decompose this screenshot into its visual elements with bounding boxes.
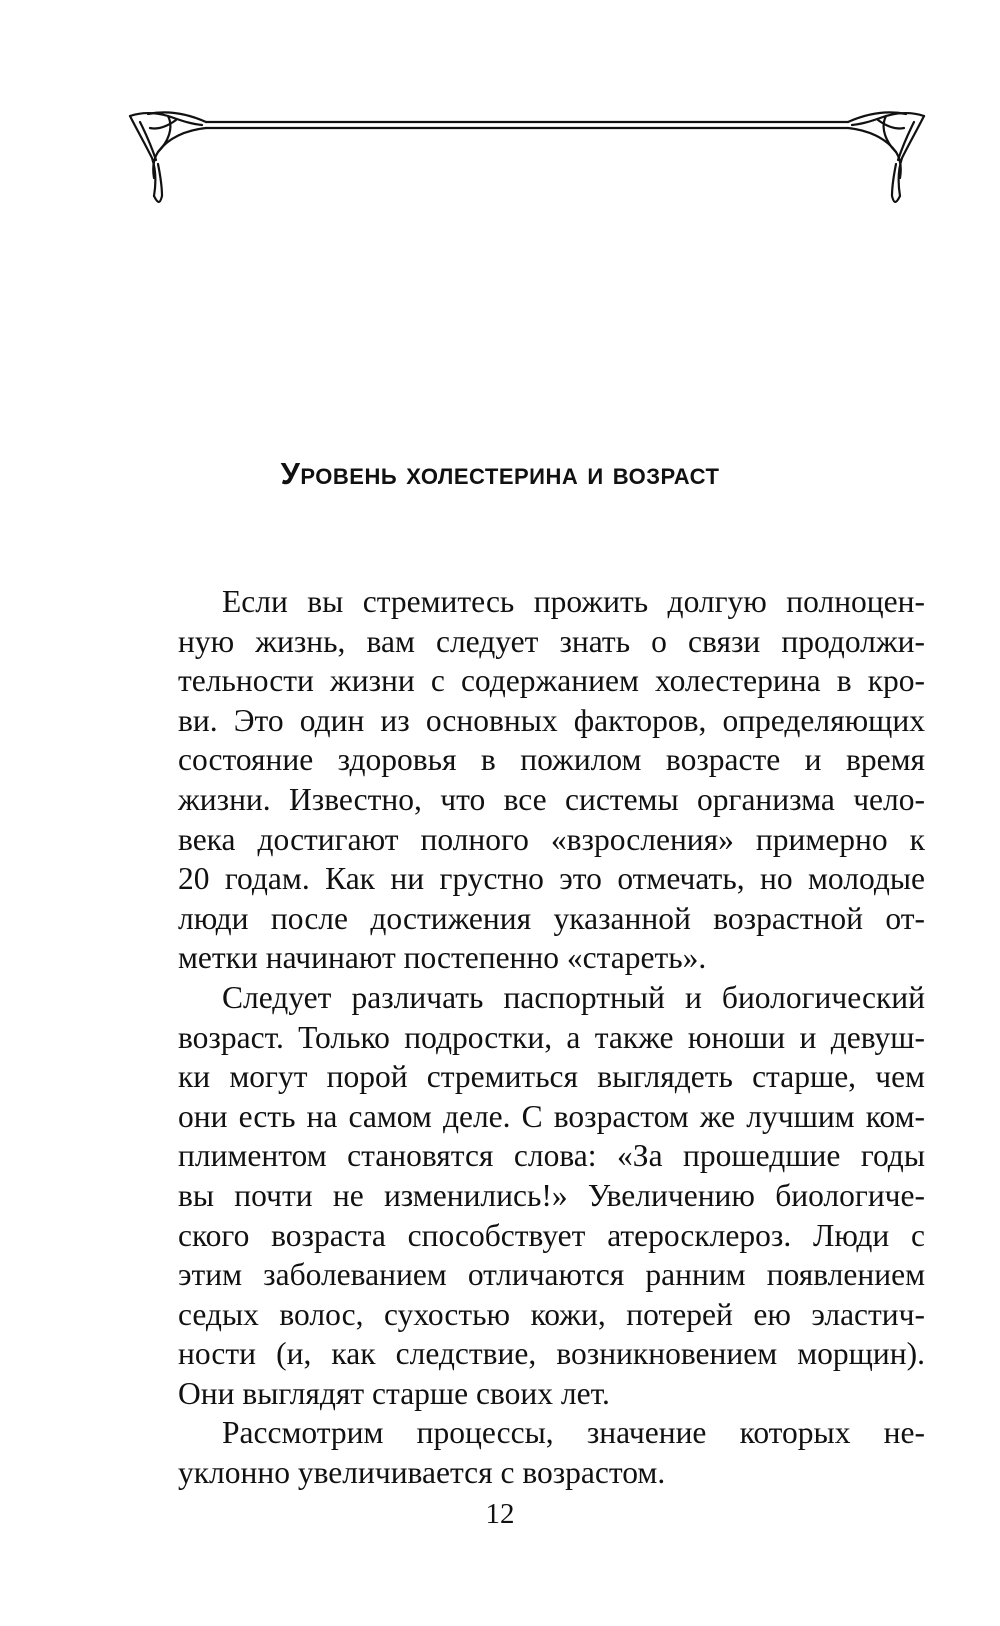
paragraph-2 xyxy=(134,978,925,1414)
text-line: ви. Это один из основных факторов, определяющих xyxy=(178,702,925,738)
text-line: плиментом становятся слова: «За прошедшие годы xyxy=(178,1138,925,1174)
text-line: ского возраста способствует атеросклероз. Люди с xyxy=(178,1217,925,1253)
page-number: 12 xyxy=(485,1498,515,1530)
text-line: Следует различать паспортный и биологический xyxy=(222,979,925,1015)
text-line: Если вы стремитесь прожить долгую полноцен- xyxy=(222,584,925,619)
text-line: ную жизнь, вам следует знать о связи продолжи- xyxy=(178,623,925,659)
text-line: люди после достижения указанной возрастной от- xyxy=(178,900,925,936)
text-line: ки могут порой стремиться выглядеть старше, чем xyxy=(178,1059,925,1095)
left-corner-leaf xyxy=(130,112,206,202)
chapter-title: Уровень холестерина и возраст xyxy=(280,456,720,491)
text-line: Рассмотрим процессы, значение которых не- xyxy=(222,1415,925,1451)
text-line: Они выглядят старше своих лет. xyxy=(178,1375,610,1411)
paragraph-1 xyxy=(134,582,925,978)
text-line: ности (и, как следствие, возникновением морщин). xyxy=(178,1336,925,1372)
text-line: тельности жизни с содержанием холестерина в кро- xyxy=(178,663,925,699)
body-text xyxy=(134,582,925,1493)
text-line: века достигают полного «взросления» примерно к xyxy=(178,821,925,857)
text-line: метки начинают постепенно «стареть». xyxy=(178,940,707,976)
header-ornament xyxy=(128,108,926,208)
text-line: возраст. Только подростки, а также юноши и девуш- xyxy=(178,1019,925,1055)
text-line: жизни. Известно, что все системы организма чело- xyxy=(178,781,925,817)
text-line: состояние здоровья в пожилом возрасте и время xyxy=(178,742,925,778)
text-line: вы почти не изменились!» Увеличению биологиче- xyxy=(178,1177,925,1213)
text-line: уклонно увеличивается с возрастом. xyxy=(178,1455,666,1491)
text-line: 20 годам. Как ни грустно это отмечать, но молодые xyxy=(178,861,925,897)
right-corner-leaf xyxy=(848,112,924,202)
text-line: они есть на самом деле. С возрастом же лучшим ком- xyxy=(178,1098,925,1134)
paragraph-3 xyxy=(134,1413,925,1492)
text-line: этим заболеванием отличаются ранним появлением xyxy=(178,1257,925,1293)
text-line: седых волос, сухостью кожи, потерей ею эластич- xyxy=(178,1296,925,1332)
